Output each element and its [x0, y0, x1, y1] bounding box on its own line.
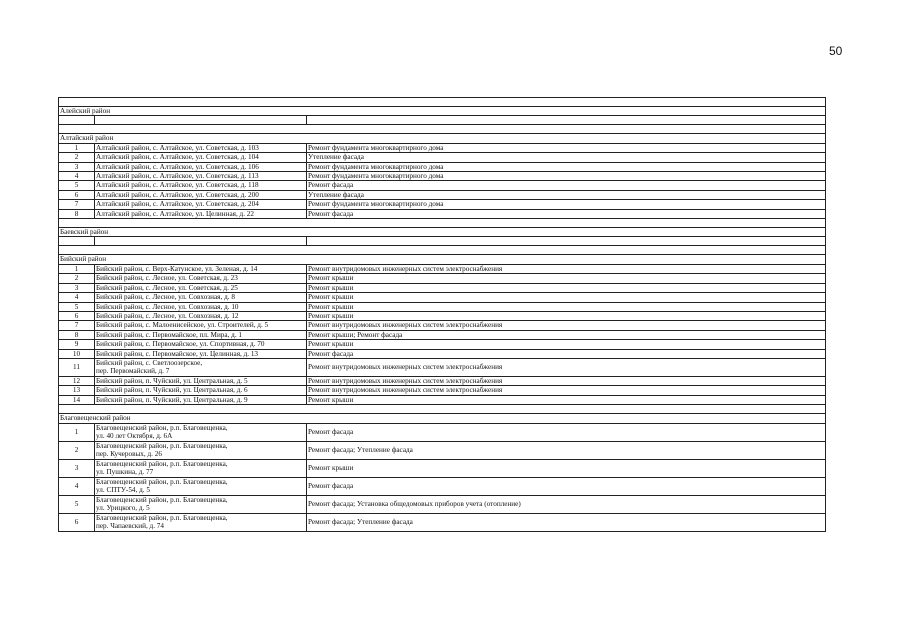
table-row	[59, 143, 826, 152]
address-cell	[95, 349, 307, 358]
district-header-row	[59, 107, 826, 116]
row-number: 6	[59, 311, 95, 320]
table-row	[59, 376, 826, 385]
work-type-cell: Ремонт фундамента многоквартирного дома	[307, 162, 826, 171]
table-row	[59, 302, 826, 311]
work-type-cell: Ремонт крыши	[307, 459, 826, 477]
address-line-2: пер. Чапаевский, д. 74	[96, 522, 164, 531]
address-line: Бийский район, с. Лесное, ул. Советская, д. 25	[96, 283, 238, 292]
address-line: Благовещенский район, р.п. Благовещенка,	[96, 459, 228, 468]
address-line-2: ул. СПТУ-54, д. 5	[96, 486, 150, 495]
empty-cell	[59, 237, 95, 246]
table-row	[59, 190, 826, 199]
row-number: 9	[59, 340, 95, 349]
district-name: Баевский район	[59, 228, 826, 237]
work-type-cell: Ремонт крыши	[307, 395, 826, 404]
address-line: Бийский район, с. Светлоозерское,	[96, 359, 203, 368]
work-type-cell: Ремонт внутридомовых инженерных систем электроснабжения	[307, 386, 826, 395]
row-number: 5	[59, 181, 95, 190]
row-number: 7	[59, 321, 95, 330]
address-line: Бийский район, п. Чуйский, ул. Центральная, д. 9	[96, 395, 248, 404]
work-type-cell: Утепление фасада	[307, 153, 826, 162]
table-row	[59, 386, 826, 395]
address-line: Алтайский район, с. Алтайское, ул. Целинная, д. 22	[96, 209, 254, 218]
work-type-cell: Ремонт крыши	[307, 311, 826, 320]
table-row	[59, 181, 826, 190]
table-row	[59, 441, 826, 459]
district-spacer-row	[59, 219, 826, 228]
row-number: 3	[59, 283, 95, 292]
district-spacer-row	[59, 246, 826, 255]
row-number: 7	[59, 200, 95, 209]
table-row	[59, 311, 826, 320]
work-type-cell: Ремонт фасада	[307, 209, 826, 218]
address-line: Алтайский район, с. Алтайское, ул. Советская, д. 118	[96, 181, 259, 190]
row-number: 4	[59, 293, 95, 302]
row-number: 6	[59, 190, 95, 199]
page-number: 50	[829, 44, 843, 58]
address-line-2: пер. Кучеровых, д. 26	[96, 450, 162, 459]
address-cell	[95, 459, 307, 477]
work-type-cell: Ремонт внутридомовых инженерных систем электроснабжения	[307, 264, 826, 273]
address-line: Бийский район, п. Чуйский, ул. Центральная, д. 5	[96, 376, 248, 385]
table-row	[59, 340, 826, 349]
address-line: Бийский район, с. Первомайское, ул. Спортивная, д. 70	[96, 340, 265, 349]
address-cell	[95, 358, 307, 376]
district-name: Благовещенский район	[59, 414, 826, 423]
row-number: 4	[59, 172, 95, 181]
address-line: Бийский район, с. Лесное, ул. Совхозная, д. 10	[96, 302, 239, 311]
table-row	[59, 358, 826, 376]
address-cell	[95, 330, 307, 339]
address-cell	[95, 495, 307, 513]
address-line-2: ул. Пушкина, д. 77	[96, 468, 154, 477]
row-number: 8	[59, 330, 95, 339]
address-line: Бийский район, с. Верх-Катунское, ул. Зеленая, д. 14	[96, 264, 258, 273]
work-type-cell: Ремонт фасада	[307, 477, 826, 495]
row-number: 4	[59, 477, 95, 495]
work-type-cell: Ремонт крыши	[307, 302, 826, 311]
table-row	[59, 349, 826, 358]
table-row	[59, 495, 826, 513]
address-line-2: пер. Первомайский, д. 7	[96, 367, 170, 376]
address-line: Бийский район, с. Первомайское, пл. Мира, д. 1	[96, 330, 243, 339]
row-number: 6	[59, 513, 95, 531]
address-cell	[95, 340, 307, 349]
work-type-cell: Ремонт крыши	[307, 283, 826, 292]
district-spacer-row	[59, 125, 826, 134]
work-type-cell: Ремонт фундамента многоквартирного дома	[307, 200, 826, 209]
work-type-cell: Ремонт фасада	[307, 423, 826, 441]
row-number: 2	[59, 153, 95, 162]
address-cell	[95, 181, 307, 190]
address-cell	[95, 274, 307, 283]
empty-row	[59, 116, 826, 125]
address-line-2: ул. 40 лет Октября, д. 6А	[96, 432, 173, 441]
table-row	[59, 200, 826, 209]
table-row	[59, 283, 826, 292]
address-line: Бийский район, п. Чуйский, ул. Центральная, д. 6	[96, 386, 248, 395]
top-spacer-row	[59, 98, 826, 107]
table-row	[59, 209, 826, 218]
address-cell	[95, 441, 307, 459]
work-type-cell: Ремонт крыши	[307, 293, 826, 302]
address-line: Благовещенский район, р.п. Благовещенка,	[96, 513, 228, 522]
address-line: Благовещенский район, р.п. Благовещенка,	[96, 477, 228, 486]
address-line: Бийский район, с. Лесное, ул. Совхозная, д. 12	[96, 311, 239, 320]
address-line-2: ул. Урицкого, д. 5	[96, 504, 150, 513]
row-number: 1	[59, 143, 95, 152]
address-line: Алтайский район, с. Алтайское, ул. Советская, д. 106	[96, 162, 259, 171]
district-header-row	[59, 414, 826, 423]
row-number: 10	[59, 349, 95, 358]
table-row	[59, 395, 826, 404]
table-row	[59, 513, 826, 531]
work-type-cell: Ремонт фасада	[307, 349, 826, 358]
row-number: 5	[59, 495, 95, 513]
address-cell	[95, 293, 307, 302]
work-type-cell: Ремонт крыши; Ремонт фасада	[307, 330, 826, 339]
work-type-cell: Ремонт фасада; Установка общедомовых приборов учета (отопление)	[307, 495, 826, 513]
address-line: Благовещенский район, р.п. Благовещенка,	[96, 423, 228, 432]
district-name: Алтайский район	[59, 134, 826, 143]
table-row	[59, 264, 826, 273]
address-cell	[95, 153, 307, 162]
row-number: 12	[59, 376, 95, 385]
table-row	[59, 274, 826, 283]
empty-cell	[95, 237, 307, 246]
district-header-row	[59, 228, 826, 237]
row-number: 2	[59, 274, 95, 283]
table-row	[59, 459, 826, 477]
table-row	[59, 162, 826, 171]
address-line: Алтайский район, с. Алтайское, ул. Советская, д. 104	[96, 153, 259, 162]
address-cell	[95, 302, 307, 311]
table-row	[59, 477, 826, 495]
table-body	[59, 98, 826, 532]
address-cell	[95, 311, 307, 320]
address-line: Бийский район, с. Лесное, ул. Совхозная, д. 8	[96, 293, 235, 302]
address-cell	[95, 283, 307, 292]
address-cell	[95, 209, 307, 218]
work-type-cell: Ремонт фасада; Утепление фасада	[307, 441, 826, 459]
address-line: Благовещенский район, р.п. Благовещенка,	[96, 495, 228, 504]
table-row	[59, 153, 826, 162]
address-cell	[95, 162, 307, 171]
work-type-cell: Ремонт фасада	[307, 181, 826, 190]
repair-program-table	[58, 97, 826, 532]
empty-cell	[307, 237, 826, 246]
row-number: 3	[59, 459, 95, 477]
work-type-cell: Ремонт крыши	[307, 274, 826, 283]
address-line: Благовещенский район, р.п. Благовещенка,	[96, 441, 228, 450]
document-table-sheet	[58, 97, 825, 532]
address-cell	[95, 477, 307, 495]
address-line: Бийский район, с. Первомайское, ул. Целинная, д. 13	[96, 349, 259, 358]
empty-row	[59, 237, 826, 246]
address-line: Бийский район, с. Лесное, ул. Советская, д. 23	[96, 274, 238, 283]
address-cell	[95, 143, 307, 152]
row-number: 11	[59, 358, 95, 376]
district-header-row	[59, 134, 826, 143]
work-type-cell: Ремонт внутридомовых инженерных систем электроснабжения	[307, 321, 826, 330]
address-cell	[95, 423, 307, 441]
row-number: 5	[59, 302, 95, 311]
address-cell	[95, 386, 307, 395]
row-number: 13	[59, 386, 95, 395]
address-cell	[95, 200, 307, 209]
row-number: 14	[59, 395, 95, 404]
table-row	[59, 172, 826, 181]
district-name: Бийский район	[59, 255, 826, 264]
work-type-cell: Утепление фасада	[307, 190, 826, 199]
address-line: Бийский район, с. Малоенисейское, ул. Строителей, д. 5	[96, 321, 269, 330]
table-row	[59, 293, 826, 302]
table-row	[59, 423, 826, 441]
address-cell	[95, 395, 307, 404]
empty-cell	[307, 116, 826, 125]
address-line: Алтайский район, с. Алтайское, ул. Советская, д. 204	[96, 200, 259, 209]
address-cell	[95, 172, 307, 181]
address-cell	[95, 264, 307, 273]
row-number: 3	[59, 162, 95, 171]
district-header-row	[59, 255, 826, 264]
work-type-cell: Ремонт внутридомовых инженерных систем электроснабжения	[307, 358, 826, 376]
table-row	[59, 330, 826, 339]
address-cell	[95, 513, 307, 531]
work-type-cell: Ремонт фундамента многоквартирного дома	[307, 172, 826, 181]
address-cell	[95, 376, 307, 385]
empty-cell	[95, 116, 307, 125]
row-number: 1	[59, 264, 95, 273]
row-number: 8	[59, 209, 95, 218]
empty-cell	[59, 116, 95, 125]
work-type-cell: Ремонт внутридомовых инженерных систем электроснабжения	[307, 376, 826, 385]
address-cell	[95, 321, 307, 330]
address-line: Алтайский район, с. Алтайское, ул. Советская, д. 200	[96, 190, 259, 199]
row-number: 2	[59, 441, 95, 459]
work-type-cell: Ремонт крыши	[307, 340, 826, 349]
address-line: Алтайский район, с. Алтайское, ул. Советская, д. 113	[96, 172, 259, 181]
district-name: Алейский район	[59, 107, 826, 116]
work-type-cell: Ремонт фасада; Утепление фасада	[307, 513, 826, 531]
address-cell	[95, 190, 307, 199]
work-type-cell: Ремонт фундамента многоквартирного дома	[307, 143, 826, 152]
table-row	[59, 321, 826, 330]
district-spacer-row	[59, 405, 826, 414]
address-line: Алтайский район, с. Алтайское, ул. Советская, д. 103	[96, 143, 259, 152]
row-number: 1	[59, 423, 95, 441]
